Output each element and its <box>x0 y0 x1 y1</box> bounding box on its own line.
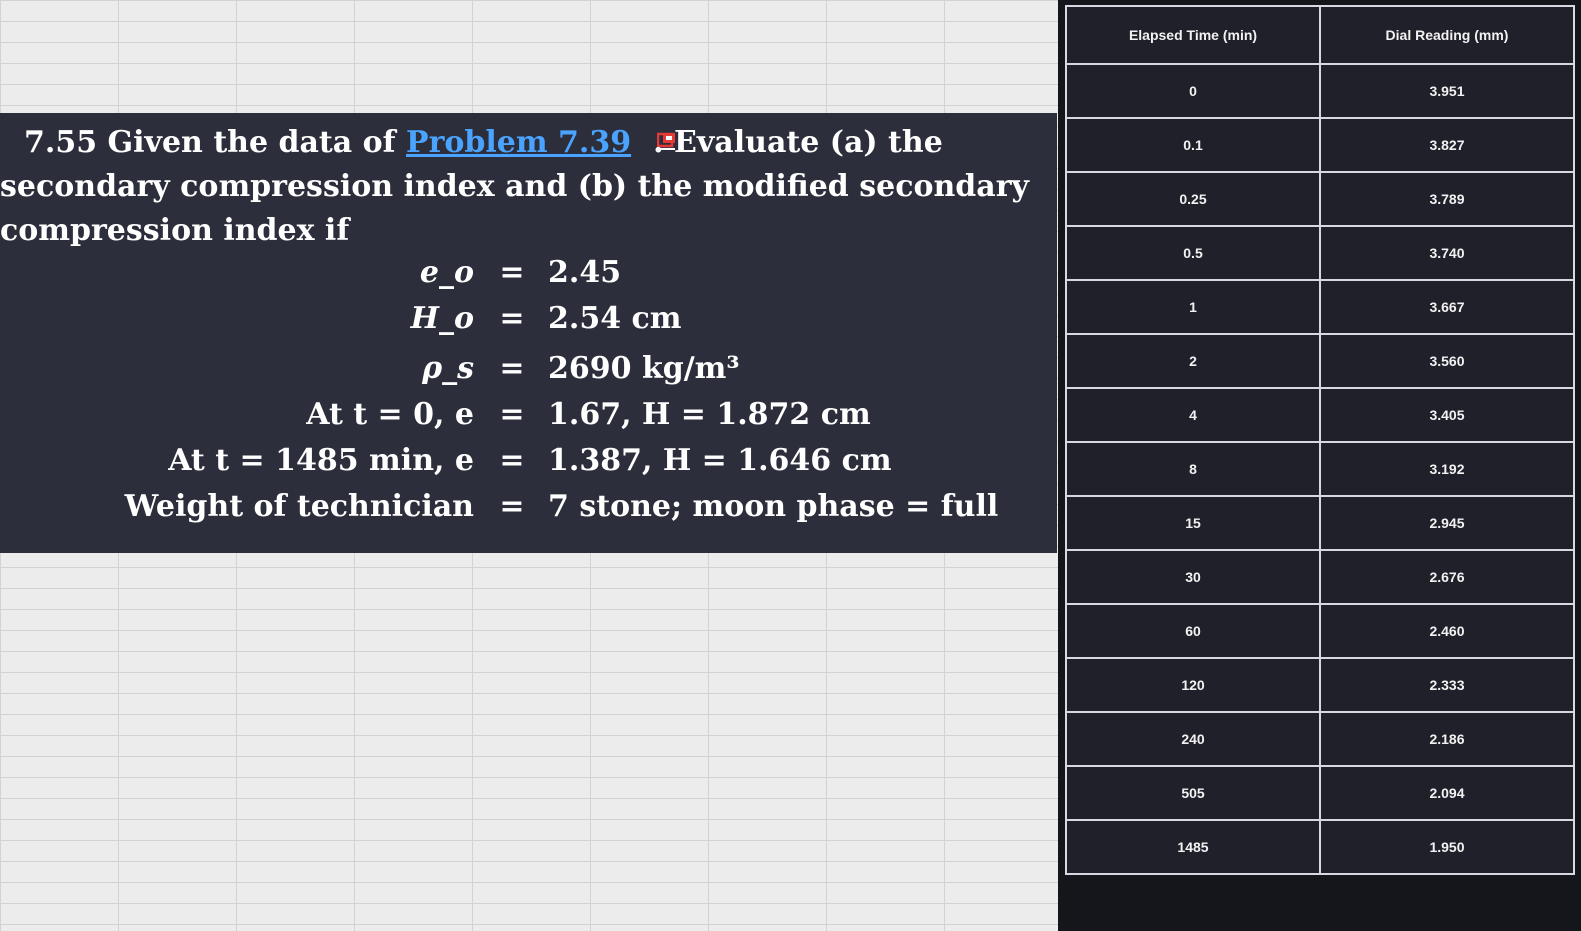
table-row <box>1066 334 1574 388</box>
elapsed-time-cell: 4 <box>1066 388 1320 442</box>
dial-reading-cell: 3.827 <box>1320 118 1574 172</box>
table-row <box>1066 172 1574 226</box>
table-row <box>1066 766 1574 820</box>
data-table <box>1065 5 1575 875</box>
problem-rest: . Evaluate (a) the secondary compression index and (b) the modified secondary compression index if <box>0 125 1029 248</box>
equals-sign: = <box>499 489 525 524</box>
equation-row <box>0 255 1050 301</box>
equation-row <box>0 443 1050 489</box>
elapsed-time-cell: 0.25 <box>1066 172 1320 226</box>
equals-sign: = <box>499 255 525 290</box>
equation-lhs: H_o <box>410 301 474 336</box>
equation-row <box>0 489 1050 535</box>
equation-row <box>0 351 1050 397</box>
table-header-row <box>1066 6 1574 64</box>
dial-reading-cell: 3.192 <box>1320 442 1574 496</box>
dial-reading-cell: 2.186 <box>1320 712 1574 766</box>
table-row <box>1066 388 1574 442</box>
problem-statement <box>0 119 1050 253</box>
elapsed-time-cell: 0 <box>1066 64 1320 118</box>
dial-reading-cell: 3.667 <box>1320 280 1574 334</box>
equals-sign: = <box>499 443 525 478</box>
equation-rhs: 1.387, H = 1.646 cm <box>548 443 892 478</box>
elapsed-time-cell: 0.1 <box>1066 118 1320 172</box>
table-row <box>1066 550 1574 604</box>
data-table-container <box>1058 0 1581 931</box>
problem-panel <box>0 113 1057 553</box>
equation-lhs: e_o <box>419 255 474 290</box>
equation-rhs: 2.45 <box>548 255 622 290</box>
table-row <box>1066 64 1574 118</box>
equation-rhs: 7 stone; moon phase = full <box>548 489 999 524</box>
dial-reading-cell: 2.460 <box>1320 604 1574 658</box>
equation-rhs: 2.54 cm <box>548 301 682 336</box>
dial-reading-cell: 3.740 <box>1320 226 1574 280</box>
elapsed-time-cell: 60 <box>1066 604 1320 658</box>
elapsed-time-cell: 30 <box>1066 550 1320 604</box>
problem-number: 7.55 <box>24 125 98 160</box>
table-row <box>1066 658 1574 712</box>
dial-reading-cell: 2.676 <box>1320 550 1574 604</box>
elapsed-time-cell: 1485 <box>1066 820 1320 874</box>
dial-reading-cell: 2.094 <box>1320 766 1574 820</box>
equation-rhs: 2690 kg/m³ <box>548 351 740 386</box>
elapsed-time-cell: 15 <box>1066 496 1320 550</box>
elapsed-time-cell: 240 <box>1066 712 1320 766</box>
equals-sign: = <box>499 397 525 432</box>
external-link-icon[interactable] <box>633 119 653 137</box>
equation-lhs: At t = 0, e <box>306 397 474 432</box>
equation-lhs: At t = 1485 min, e <box>168 443 474 478</box>
equation-row <box>0 301 1050 347</box>
elapsed-time-cell: 2 <box>1066 334 1320 388</box>
elapsed-time-cell: 1 <box>1066 280 1320 334</box>
equals-sign: = <box>499 301 525 336</box>
table-row <box>1066 496 1574 550</box>
table-row <box>1066 712 1574 766</box>
dial-reading-cell: 3.789 <box>1320 172 1574 226</box>
dial-reading-cell: 1.950 <box>1320 820 1574 874</box>
problem-intro: Given the data of <box>97 125 407 160</box>
dial-reading-cell: 2.333 <box>1320 658 1574 712</box>
elapsed-time-cell: 0.5 <box>1066 226 1320 280</box>
equation-row <box>0 397 1050 443</box>
equation-lhs: Weight of technician <box>124 489 474 524</box>
dial-reading-cell: 3.405 <box>1320 388 1574 442</box>
problem-link[interactable]: Problem 7.39 <box>406 125 632 160</box>
equation-lhs: ρ_s <box>422 351 474 386</box>
column-header-elapsed-time: Elapsed Time (min) <box>1066 6 1320 64</box>
equals-sign: = <box>499 351 525 386</box>
elapsed-time-cell: 120 <box>1066 658 1320 712</box>
table-row <box>1066 820 1574 874</box>
dial-reading-cell: 2.945 <box>1320 496 1574 550</box>
elapsed-time-cell: 8 <box>1066 442 1320 496</box>
table-row <box>1066 604 1574 658</box>
dial-reading-cell: 3.560 <box>1320 334 1574 388</box>
dial-reading-cell: 3.951 <box>1320 64 1574 118</box>
table-row <box>1066 280 1574 334</box>
elapsed-time-cell: 505 <box>1066 766 1320 820</box>
table-row <box>1066 442 1574 496</box>
table-row <box>1066 118 1574 172</box>
table-row <box>1066 226 1574 280</box>
equation-rhs: 1.67, H = 1.872 cm <box>548 397 871 432</box>
column-header-dial-reading: Dial Reading (mm) <box>1320 6 1574 64</box>
